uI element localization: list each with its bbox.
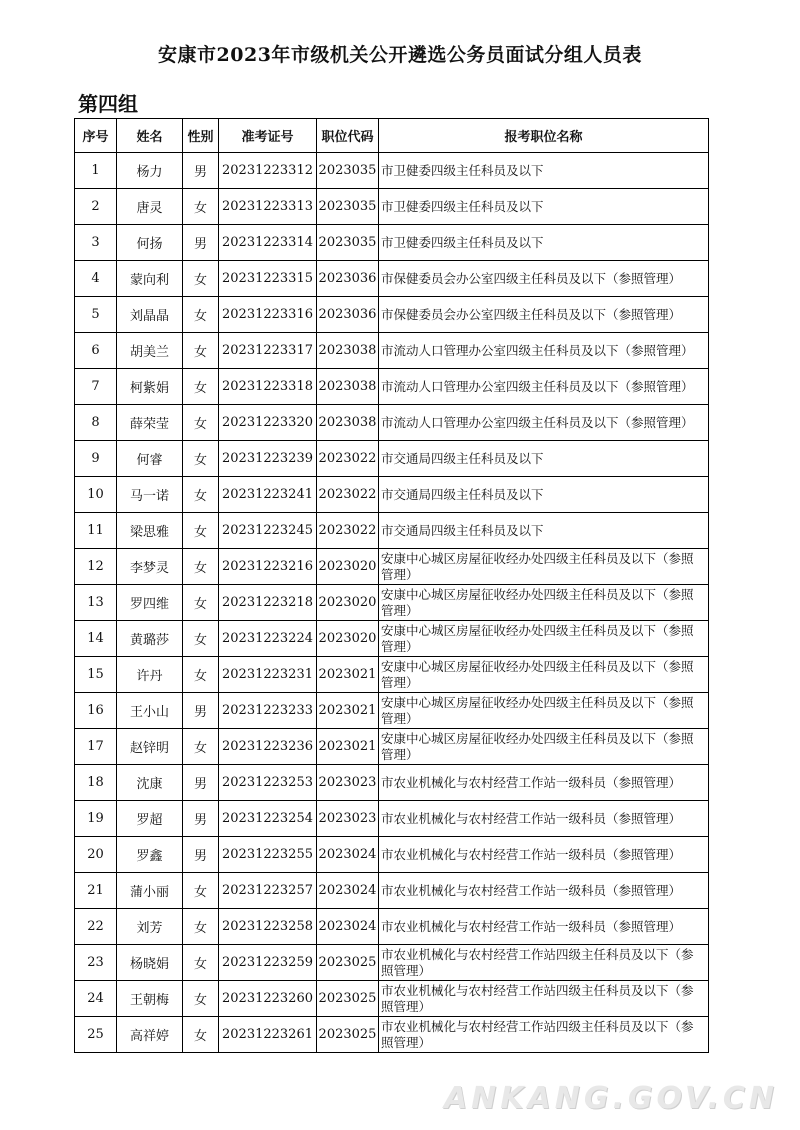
cell-gender: 女 [183, 945, 219, 981]
cell-position-name: 安康中心城区房屋征收经办处四级主任科员及以下（参照管理） [379, 693, 709, 729]
cell-position-code: 2023020 [317, 621, 379, 657]
cell-gender: 女 [183, 909, 219, 945]
cell-gender: 女 [183, 297, 219, 333]
table-row [75, 369, 709, 405]
cell-exam-number: 20231223258 [219, 909, 317, 945]
cell-gender: 男 [183, 801, 219, 837]
cell-position-code: 2023036 [317, 297, 379, 333]
cell-exam-number: 20231223245 [219, 513, 317, 549]
cell-name: 何扬 [117, 225, 183, 261]
cell-exam-number: 20231223260 [219, 981, 317, 1017]
table-row [75, 945, 709, 981]
cell-index: 3 [75, 225, 117, 261]
cell-index: 13 [75, 585, 117, 621]
header-position-name: 报考职位名称 [379, 119, 709, 153]
cell-gender: 女 [183, 657, 219, 693]
cell-position-code: 2023035 [317, 189, 379, 225]
cell-position-code: 2023022 [317, 441, 379, 477]
cell-gender: 女 [183, 369, 219, 405]
cell-gender: 女 [183, 549, 219, 585]
cell-exam-number: 20231223224 [219, 621, 317, 657]
cell-exam-number: 20231223315 [219, 261, 317, 297]
table-row [75, 981, 709, 1017]
cell-index: 24 [75, 981, 117, 1017]
cell-gender: 女 [183, 441, 219, 477]
cell-name: 薛荣莹 [117, 405, 183, 441]
cell-gender: 男 [183, 765, 219, 801]
cell-exam-number: 20231223320 [219, 405, 317, 441]
cell-position-name: 市农业机械化与农村经营工作站一级科员（参照管理） [379, 837, 709, 873]
cell-exam-number: 20231223236 [219, 729, 317, 765]
cell-position-code: 2023020 [317, 585, 379, 621]
cell-index: 21 [75, 873, 117, 909]
cell-gender: 女 [183, 585, 219, 621]
cell-position-name: 市流动人口管理办公室四级主任科员及以下（参照管理） [379, 333, 709, 369]
cell-gender: 女 [183, 261, 219, 297]
cell-exam-number: 20231223241 [219, 477, 317, 513]
table-row [75, 765, 709, 801]
cell-gender: 男 [183, 693, 219, 729]
cell-position-code: 2023024 [317, 873, 379, 909]
cell-index: 19 [75, 801, 117, 837]
cell-index: 4 [75, 261, 117, 297]
table-row [75, 333, 709, 369]
cell-exam-number: 20231223218 [219, 585, 317, 621]
cell-index: 22 [75, 909, 117, 945]
cell-name: 梁思雅 [117, 513, 183, 549]
cell-exam-number: 20231223318 [219, 369, 317, 405]
cell-position-name: 安康中心城区房屋征收经办处四级主任科员及以下（参照管理） [379, 621, 709, 657]
group-heading: 第四组 [78, 92, 138, 116]
table-row [75, 693, 709, 729]
cell-name: 李梦灵 [117, 549, 183, 585]
cell-gender: 女 [183, 729, 219, 765]
cell-exam-number: 20231223216 [219, 549, 317, 585]
table-row [75, 189, 709, 225]
cell-gender: 男 [183, 153, 219, 189]
cell-gender: 女 [183, 873, 219, 909]
cell-position-code: 2023021 [317, 729, 379, 765]
table-row [75, 477, 709, 513]
table-row [75, 405, 709, 441]
cell-name: 蒲小丽 [117, 873, 183, 909]
cell-exam-number: 20231223313 [219, 189, 317, 225]
table-row [75, 801, 709, 837]
table-row [75, 261, 709, 297]
cell-position-name: 市卫健委四级主任科员及以下 [379, 225, 709, 261]
table-row [75, 873, 709, 909]
cell-exam-number: 20231223257 [219, 873, 317, 909]
cell-gender: 女 [183, 1017, 219, 1053]
cell-exam-number: 20231223314 [219, 225, 317, 261]
cell-index: 17 [75, 729, 117, 765]
cell-position-code: 2023024 [317, 909, 379, 945]
cell-exam-number: 20231223233 [219, 693, 317, 729]
cell-index: 9 [75, 441, 117, 477]
document-title: 安康市2023年市级机关公开遴选公务员面试分组人员表 [158, 44, 642, 66]
cell-name: 罗超 [117, 801, 183, 837]
cell-gender: 女 [183, 333, 219, 369]
cell-position-code: 2023023 [317, 801, 379, 837]
table-row [75, 657, 709, 693]
cell-index: 10 [75, 477, 117, 513]
cell-index: 6 [75, 333, 117, 369]
cell-position-name: 市农业机械化与农村经营工作站四级主任科员及以下（参照管理） [379, 945, 709, 981]
cell-index: 2 [75, 189, 117, 225]
cell-position-code: 2023035 [317, 225, 379, 261]
cell-position-name: 市农业机械化与农村经营工作站四级主任科员及以下（参照管理） [379, 1017, 709, 1053]
cell-index: 14 [75, 621, 117, 657]
cell-position-code: 2023024 [317, 837, 379, 873]
cell-name: 刘晶晶 [117, 297, 183, 333]
cell-position-name: 安康中心城区房屋征收经办处四级主任科员及以下（参照管理） [379, 657, 709, 693]
cell-position-code: 2023025 [317, 1017, 379, 1053]
table-row [75, 153, 709, 189]
cell-name: 沈康 [117, 765, 183, 801]
cell-position-name: 市保健委员会办公室四级主任科员及以下（参照管理） [379, 261, 709, 297]
cell-exam-number: 20231223259 [219, 945, 317, 981]
cell-index: 20 [75, 837, 117, 873]
cell-position-name: 市流动人口管理办公室四级主任科员及以下（参照管理） [379, 405, 709, 441]
cell-exam-number: 20231223255 [219, 837, 317, 873]
cell-name: 唐灵 [117, 189, 183, 225]
cell-position-name: 市卫健委四级主任科员及以下 [379, 153, 709, 189]
cell-name: 马一诺 [117, 477, 183, 513]
cell-exam-number: 20231223254 [219, 801, 317, 837]
cell-name: 胡美兰 [117, 333, 183, 369]
cell-position-name: 安康中心城区房屋征收经办处四级主任科员及以下（参照管理） [379, 729, 709, 765]
table-row [75, 225, 709, 261]
site-watermark: ANKANG.GOV.CN [443, 1081, 778, 1116]
table-body [75, 153, 709, 1053]
cell-name: 罗四维 [117, 585, 183, 621]
cell-gender: 女 [183, 189, 219, 225]
cell-position-code: 2023025 [317, 981, 379, 1017]
table-row [75, 441, 709, 477]
cell-position-code: 2023023 [317, 765, 379, 801]
cell-name: 杨力 [117, 153, 183, 189]
cell-name: 许丹 [117, 657, 183, 693]
cell-position-code: 2023022 [317, 513, 379, 549]
cell-index: 25 [75, 1017, 117, 1053]
cell-position-name: 市交通局四级主任科员及以下 [379, 441, 709, 477]
cell-gender: 女 [183, 477, 219, 513]
cell-position-name: 市流动人口管理办公室四级主任科员及以下（参照管理） [379, 369, 709, 405]
cell-position-name: 市保健委员会办公室四级主任科员及以下（参照管理） [379, 297, 709, 333]
cell-position-name: 市卫健委四级主任科员及以下 [379, 189, 709, 225]
cell-name: 王小山 [117, 693, 183, 729]
table-row [75, 297, 709, 333]
header-index: 序号 [75, 119, 117, 153]
cell-index: 16 [75, 693, 117, 729]
cell-gender: 女 [183, 621, 219, 657]
cell-position-code: 2023021 [317, 693, 379, 729]
cell-gender: 男 [183, 225, 219, 261]
cell-position-code: 2023038 [317, 369, 379, 405]
cell-position-name: 市农业机械化与农村经营工作站四级主任科员及以下（参照管理） [379, 981, 709, 1017]
cell-name: 柯紫娟 [117, 369, 183, 405]
cell-position-name: 市农业机械化与农村经营工作站一级科员（参照管理） [379, 873, 709, 909]
cell-position-code: 2023036 [317, 261, 379, 297]
cell-name: 黄璐莎 [117, 621, 183, 657]
header-name: 姓名 [117, 119, 183, 153]
cell-name: 何睿 [117, 441, 183, 477]
table-row [75, 513, 709, 549]
cell-index: 18 [75, 765, 117, 801]
cell-name: 杨晓娟 [117, 945, 183, 981]
cell-position-code: 2023021 [317, 657, 379, 693]
cell-name: 罗鑫 [117, 837, 183, 873]
cell-exam-number: 20231223261 [219, 1017, 317, 1053]
cell-name: 赵锌明 [117, 729, 183, 765]
cell-exam-number: 20231223316 [219, 297, 317, 333]
cell-position-code: 2023022 [317, 477, 379, 513]
cell-exam-number: 20231223239 [219, 441, 317, 477]
cell-position-code: 2023038 [317, 405, 379, 441]
table-row [75, 549, 709, 585]
cell-exam-number: 20231223231 [219, 657, 317, 693]
table-row [75, 837, 709, 873]
cell-position-name: 安康中心城区房屋征收经办处四级主任科员及以下（参照管理） [379, 549, 709, 585]
cell-position-name: 市交通局四级主任科员及以下 [379, 477, 709, 513]
cell-index: 15 [75, 657, 117, 693]
cell-exam-number: 20231223253 [219, 765, 317, 801]
cell-name: 高祥婷 [117, 1017, 183, 1053]
cell-index: 12 [75, 549, 117, 585]
cell-position-code: 2023020 [317, 549, 379, 585]
cell-name: 蒙向利 [117, 261, 183, 297]
cell-position-name: 市农业机械化与农村经营工作站一级科员（参照管理） [379, 765, 709, 801]
header-exam-number: 准考证号 [219, 119, 317, 153]
cell-position-code: 2023038 [317, 333, 379, 369]
cell-gender: 女 [183, 981, 219, 1017]
cell-gender: 女 [183, 513, 219, 549]
cell-index: 23 [75, 945, 117, 981]
candidate-table [74, 118, 709, 1053]
cell-position-name: 市农业机械化与农村经营工作站一级科员（参照管理） [379, 909, 709, 945]
cell-index: 1 [75, 153, 117, 189]
header-gender: 性别 [183, 119, 219, 153]
cell-gender: 女 [183, 405, 219, 441]
cell-index: 11 [75, 513, 117, 549]
cell-position-code: 2023025 [317, 945, 379, 981]
cell-name: 刘芳 [117, 909, 183, 945]
cell-exam-number: 20231223312 [219, 153, 317, 189]
table-row [75, 729, 709, 765]
cell-name: 王朝梅 [117, 981, 183, 1017]
cell-gender: 男 [183, 837, 219, 873]
cell-index: 7 [75, 369, 117, 405]
cell-position-name: 市农业机械化与农村经营工作站一级科员（参照管理） [379, 801, 709, 837]
cell-index: 8 [75, 405, 117, 441]
header-position-code: 职位代码 [317, 119, 379, 153]
table-row [75, 909, 709, 945]
cell-position-name: 安康中心城区房屋征收经办处四级主任科员及以下（参照管理） [379, 585, 709, 621]
cell-position-name: 市交通局四级主任科员及以下 [379, 513, 709, 549]
cell-position-code: 2023035 [317, 153, 379, 189]
cell-index: 5 [75, 297, 117, 333]
table-row [75, 585, 709, 621]
table-header-row [75, 119, 709, 153]
cell-exam-number: 20231223317 [219, 333, 317, 369]
table-row [75, 621, 709, 657]
table-row [75, 1017, 709, 1053]
